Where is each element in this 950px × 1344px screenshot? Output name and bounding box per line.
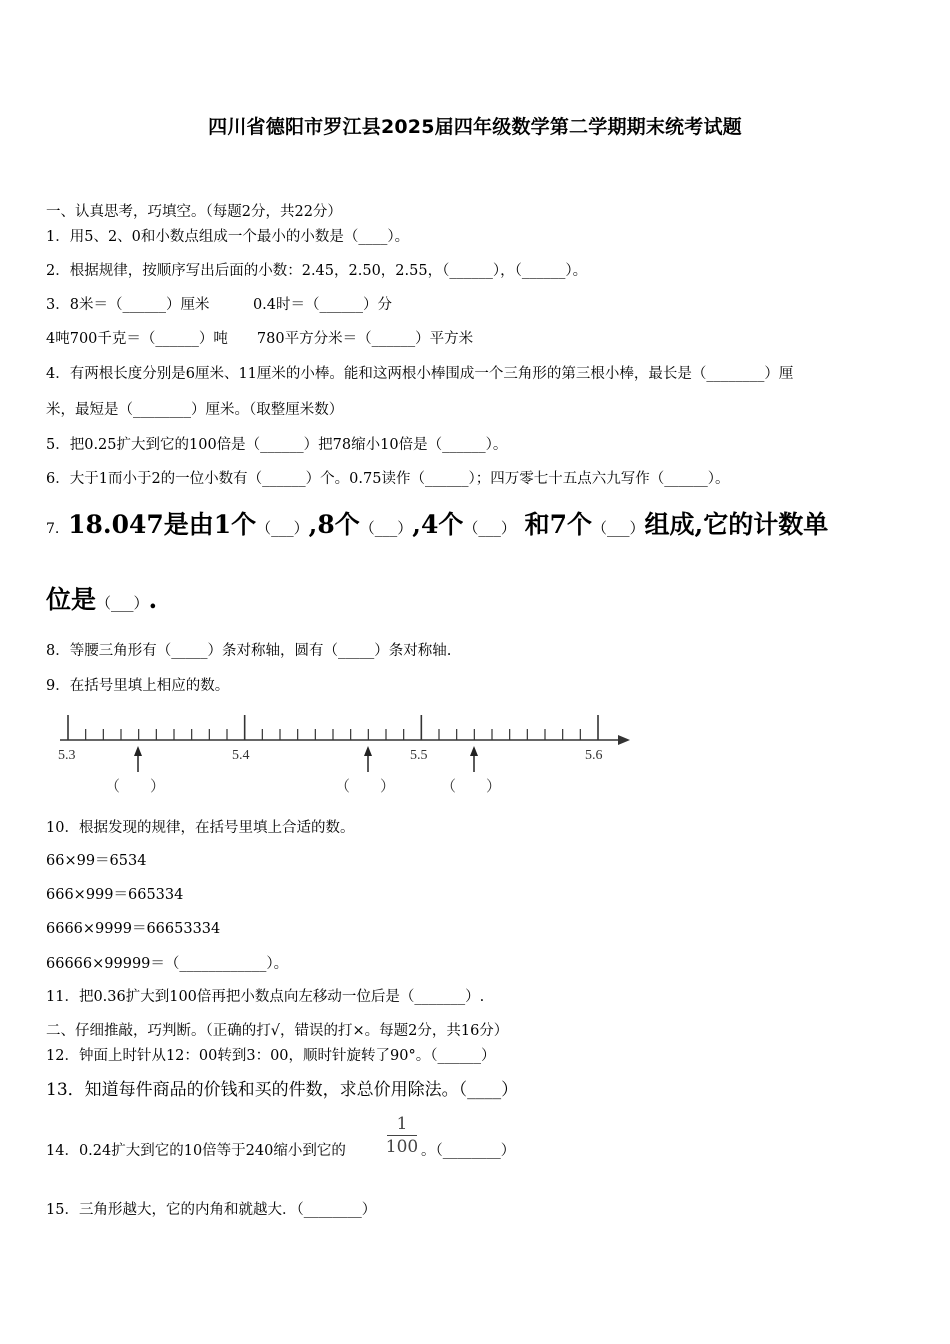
equation-2: 666×999＝665334	[46, 887, 184, 903]
question-14-text: 14．0.24扩大到它的10倍等于240缩小到它的	[46, 1143, 346, 1159]
question-2: 2．根据规律，按顺序写出后面的小数：2.45，2.50，2.55，（______），（______）。	[46, 263, 588, 279]
question-6: 6．大于1而小于2的一位小数有（______）个。0.75读作（______）；四万零七十五点六九写作（______）。	[46, 471, 730, 487]
pointer-arrow-1	[134, 746, 142, 772]
question-7-number: 7.	[46, 521, 60, 537]
answer-blank-2: （ ）	[335, 779, 396, 795]
q7-blank-3: （___）	[463, 519, 516, 537]
question-7-line-2	[46, 583, 157, 620]
arrow-right-icon	[618, 735, 630, 745]
q7-text-3: ,4个	[412, 510, 464, 539]
question-11: 11．把0.36扩大到100倍再把小数点向左移动一位后是（_______）.	[46, 989, 485, 1005]
question-1: 1．用5、2、0和小数点组成一个最小的小数是（____）。	[46, 229, 410, 245]
question-4-line-2: 米，最短是（________）厘米。（取整厘米数）	[46, 402, 344, 418]
fraction-bar	[387, 1135, 417, 1136]
section-1-heading: 一、认真思考，巧填空。（每题2分，共22分）	[46, 204, 342, 220]
q7-blank-2: （___）	[359, 519, 413, 537]
q7-text-2: ,8个	[308, 510, 360, 539]
question-14-blank: 。（________）	[421, 1143, 516, 1159]
tick-label-5-4: 5.4	[232, 748, 250, 763]
q7b-text-1: 位是	[46, 585, 97, 614]
fraction-denominator: 100	[385, 1137, 419, 1157]
tick-label-5-6: 5.6	[585, 748, 603, 763]
question-4-line-1: 4．有两根长度分别是6厘米、11厘米的小棒。能和这两根小棒围成一个三角形的第三根小棒，最长是（________）厘	[46, 366, 794, 382]
number-line-figure	[50, 700, 640, 800]
question-3-line-1: 3．8米＝（______）厘米 0.4时＝（______）分	[46, 297, 393, 313]
pointer-arrow-2	[364, 746, 372, 772]
q7b-blank-1: （___）	[96, 594, 149, 612]
question-15: 15．三角形越大，它的内角和就越大．（________）	[46, 1202, 377, 1218]
q7-blank-1: （___）	[256, 519, 309, 537]
q7-blank-4: （___）	[592, 519, 645, 537]
section-2-heading: 二、仔细推敲，巧判断。（正确的打√，错误的打×。每题2分，共16分）	[46, 1023, 509, 1039]
page-title: 四川省德阳市罗江县2025届四年级数学第二学期期末统考试题	[208, 116, 742, 138]
answer-blank-3: （ ）	[441, 779, 502, 795]
question-5: 5．把0.25扩大到它的100倍是（______）把78缩小10倍是（______）。	[46, 437, 508, 453]
pointer-arrow-3	[470, 746, 478, 772]
q7-text-5: 组成,它的计数单	[644, 510, 829, 539]
number-line-ticks	[68, 715, 598, 740]
answer-blank-1: （ ）	[105, 779, 166, 795]
question-3-line-2: 4吨700千克＝（______）吨 780平方分米＝（______）平方米	[46, 331, 474, 347]
q7b-text-2: .	[148, 585, 158, 614]
question-9: 9．在括号里填上相应的数。	[46, 678, 230, 694]
question-8: 8．等腰三角形有（_____）条对称轴，圆有（_____）条对称轴.	[46, 643, 452, 659]
question-13: 13．知道每件商品的价钱和买的件数，求总价用除法。（____）	[46, 1080, 519, 1100]
equation-4: 66666×99999＝（____________）。	[46, 956, 289, 972]
tick-label-5-5: 5.5	[410, 748, 428, 763]
q7-text-1: 18.047是由1个	[68, 510, 257, 539]
fraction-numerator: 1	[396, 1114, 408, 1134]
question-10: 10．根据发现的规律，在括号里填上合适的数。	[46, 820, 355, 836]
question-12: 12．钟面上时针从12：00转到3：00，顺时针旋转了90°。（______）	[46, 1048, 496, 1064]
question-7-line-1	[46, 508, 828, 546]
equation-3: 6666×9999＝66653334	[46, 921, 221, 937]
tick-label-5-3: 5.3	[58, 748, 76, 763]
q7-text-4: 和7个	[515, 510, 593, 539]
fraction-one-hundredth	[385, 1114, 419, 1157]
equation-1: 66×99＝6534	[46, 853, 147, 869]
